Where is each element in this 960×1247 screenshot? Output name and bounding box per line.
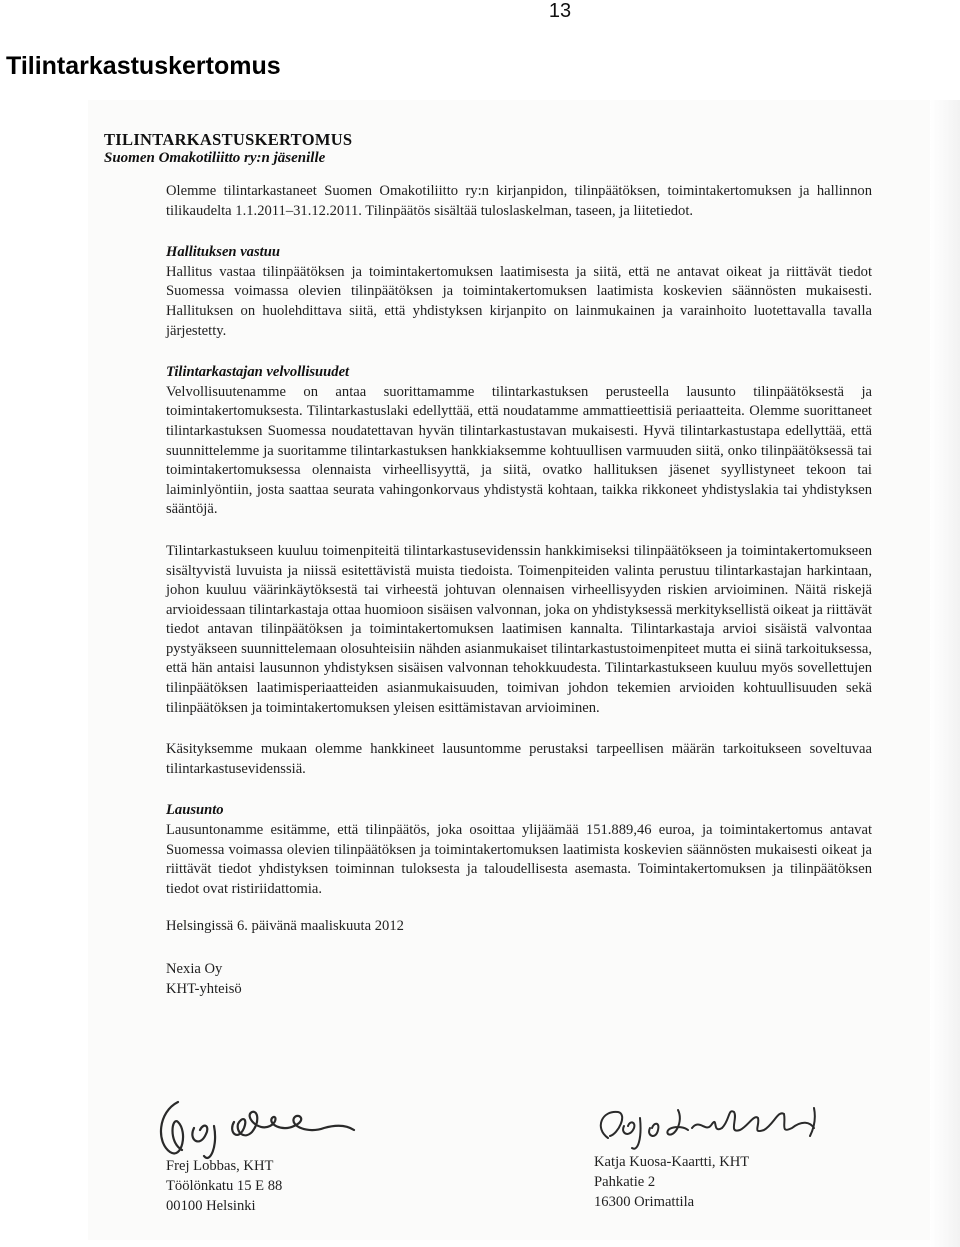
audit-firm (166, 959, 872, 999)
signer-right (594, 1152, 749, 1212)
signer-right-name: Katja Kuosa-Kaartti, KHT (594, 1154, 750, 1170)
section-heading-opinion: Lausunto (166, 802, 224, 819)
auditor-duties-paragraph-1: Velvollisuutenamme on antaa suorittamamme tilintarkastuksen perusteella lausunto tilinpäätöksestä ja toimintakertomuksesta. Tilintarkastuslaki edellyttää, että noudatamme ammattieettisiä periaatteita. Olemme suorittaneet tilintarkastuksen Suomessa noudatettavan hyvän tilintarkastustavan mukaisesti. Hyvä tilintarkastustapa edellyttää, että suunnittelemme ja suoritamme tilintarkastuksen hankkiaksemme kohtuullisen varmuuden siitä, onko tilinpäätöksessä tai toimintakertomuksessa olennaista virheellisyyttä, ja siitä, ovatko hallituksen jäsenet syyllistyneet tekoon tai laiminlyöntiin, josta saattaa seurata vahingonkorvaus yhdistystä kohtaan, taikka rikkoneet yhdistyslakia tai yhdistyksen sääntöjä. (166, 383, 872, 518)
section-heading-board-responsibility: Hallituksen vastuu (166, 244, 280, 261)
report-title: TILINTARKASTUSKERTOMUS (104, 130, 353, 149)
audit-report (104, 130, 872, 999)
firm-name: Nexia Oy (166, 961, 223, 977)
signer-left-name: Frej Lobbas, KHT (166, 1158, 274, 1174)
auditor-duties-paragraph-3: Käsityksemme mukaan olemme hankkineet lausuntomme perustaksi tarpeellisen määrän tarkoitukseen soveltuvaa tilintarkastusevidenssiä. (166, 741, 872, 777)
auditor-duties-paragraph-2: Tilintarkastukseen kuuluu toimenpiteitä tilintarkastusevidenssin hankkimiseksi tilinpäätökseen ja toimintakertomukseen sisältyvistä luvuista ja niissä esitettävistä muista tiedoista. Toimenpiteiden valinta perustuu tilintarkastajan harkintaan, johon kuuluu väärinkäytöksestä tai virheestä johtuvan olennaisen virheellisyyden riskien arvioiminen. Näitä riskejä arvioidessaan tilintarkastaja ottaa huomioon sisäisen valvonnan, joka on yhdistyksessä merkityksellistä oikeat ja riittävät tiedot antavan tilinpäätöksen ja toimintakertomuksen laatimisen kannalta. Tilintarkastaja arvioi sisäistä valvontaa pystyäkseen suunnittelemaan olosuhteisiin nähden asianmukaiset tilintarkastustoimenpiteet mutta ei siinä tarkoituksessa, että hän antaisi lausunnon yhdistyksen sisäisen valvonnan tehokkuudesta. Tilintarkastukseen kuuluu myös sovellettujen tilinpäätöksen laatimisperiaatteiden asianmukaisuuden, toimivan johdon tekemien arvioiden kohtuullisuuden sekä tilinpäätöksen ja toimintakertomuksen yleisen esittämistavan arvioiminen. (166, 542, 872, 716)
opinion-paragraph: Lausuntonamme esitämme, että tilinpäätös, joka osoittaa ylijäämää 151.889,46 euroa, ja toimintakertomus antavat Suomessa voimassa olevien tilinpäätöksen ja toimintakertomuksen laatimista koskevien säännösten mukaisesti oikeat ja riittävät tiedot yhdistyksen toiminnan tuloksesta ja taloudellisesta asemasta. Toimintakertomuksen ja tilinpäätöksen tiedot ovat ristiriidattomia. (166, 822, 872, 897)
signatures-area (140, 1092, 860, 1222)
handwritten-signature-right (588, 1098, 838, 1158)
signer-left (166, 1156, 282, 1216)
signer-right-street: Pahkatie 2 (594, 1174, 656, 1190)
page-heading: Tilintarkastuskertomus (6, 52, 281, 80)
signer-left-street: Töölönkatu 15 E 88 (166, 1178, 283, 1194)
page-number: 13 (548, 0, 572, 22)
place-and-date: Helsingissä 6. päivänä maaliskuuta 2012 (166, 918, 404, 935)
intro-paragraph: Olemme tilintarkastaneet Suomen Omakotiliitto ry:n kirjanpidon, tilinpäätöksen, toimintakertomuksen ja hallinnon tilikaudelta 1.1.2011–31.12.2011. Tilinpäätös sisältää tuloslaskelman, taseen, ja liitetiedot. (166, 183, 872, 219)
section-heading-auditor-duties: Tilintarkastajan velvollisuudet (166, 364, 350, 381)
signer-right-city: 16300 Orimattila (594, 1194, 695, 1210)
signer-left-city: 00100 Helsinki (166, 1198, 256, 1214)
firm-type: KHT-yhteisö (166, 981, 242, 997)
scan-edge-shadow (930, 100, 960, 1247)
board-responsibility-paragraph: Hallitus vastaa tilinpäätöksen ja toimintakertomuksen laatimisesta ja siitä, että ne antavat oikeat ja riittävät tiedot Suomessa voimassa olevien tilinpäätöksen ja toimintakertomuksen laatimista koskevien säännösten mukaisesti. Hallituksen on huolehdittava siitä, että yhdistyksen kirjanpito on lainmukainen ja varainhoito luotettavalla tavalla järjestetty. (166, 263, 872, 339)
report-body (166, 168, 872, 999)
report-subtitle: Suomen Omakotiliitto ry:n jäsenille (104, 150, 326, 166)
